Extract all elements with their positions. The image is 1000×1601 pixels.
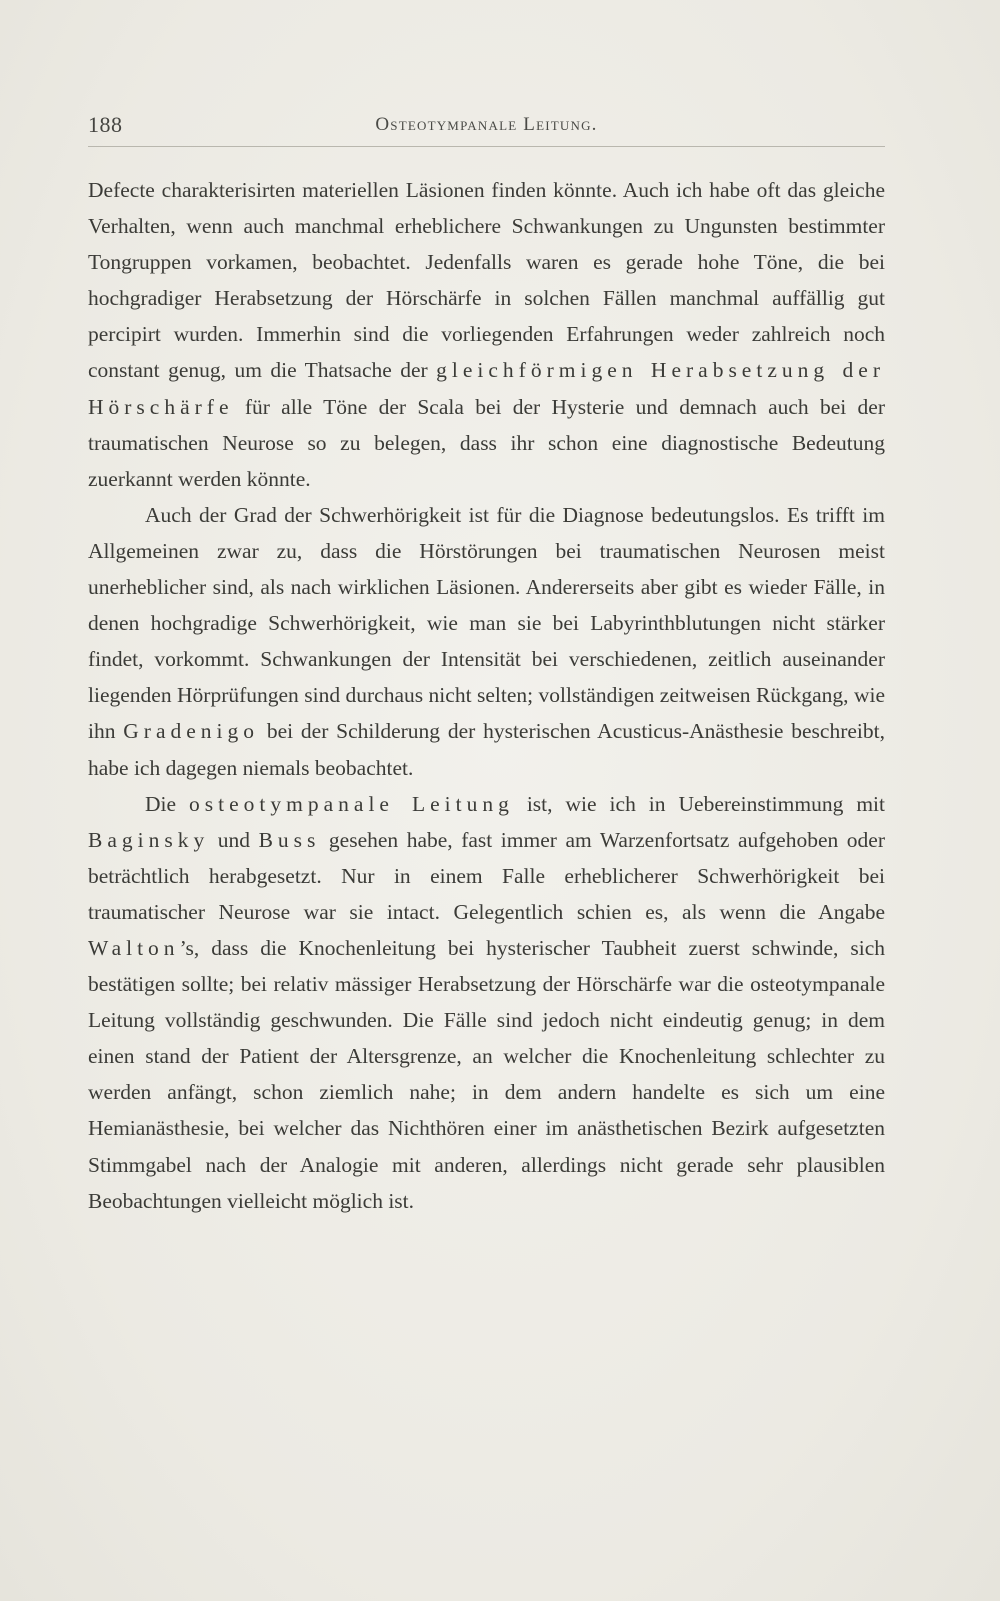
spaced-name: Gradenigo	[123, 719, 260, 744]
page-header	[88, 112, 885, 146]
spaced-name: Baginsky	[88, 827, 210, 852]
page-number: 188	[88, 112, 123, 137]
body-text	[88, 172, 885, 1219]
text-run: Defecte charakterisirten materiellen Läsionen finden könnte. Auch ich habe oft das gleiche Verhalten, wenn auch manchmal erheblichere Schwankungen zu Ungunsten bestimmter Tongruppen vorkamen, beobachtet. Jedenfalls waren es gerade hohe Töne, die bei hochgradiger Herabsetzung der Hörschärfe in solchen Fällen manchmal auffällig gut percipirt wurden. Immerhin sind die vorliegenden Erfahrungen weder zahlreich noch constant genug, um die Thatsache der	[88, 178, 885, 383]
text-run: ’s, dass die Knochenleitung bei hysterischer Taubheit zuerst schwinde, sich bestätigen sollte; bei relativ mässiger Herabsetzung der Hörschärfe war die osteotympanale Leitung vollständig geschwunden. Die Fälle sind jedoch nicht eindeutig genug; in dem einen stand der Patient der Altersgrenze, an welcher die Knochenleitung schlechter zu werden anfängt, schon ziemlich nahe; in dem andern handelte es sich um eine Hemianästhesie, bei welcher das Nichthören einer im anästhetischen Bezirk aufgesetzten Stimmgabel nach der Analogie mit anderen, allerdings nicht gerade sehr plausiblen Beobachtungen vielleicht möglich ist.	[88, 935, 885, 1213]
header-rule	[88, 146, 885, 147]
spaced-name: Walton	[88, 935, 180, 960]
paragraph-3	[88, 786, 885, 1219]
spaced-name: Buss	[258, 827, 321, 852]
text-run: Auch der Grad der Schwerhörigkeit ist für die Diagnose bedeutungslos. Es trifft im Allgemeinen zwar zu, dass die Hörstörungen bei traumatischen Neurosen meist unerheblicher sind, als nach wirklichen Läsionen. Andererseits aber gibt es wieder Fälle, in denen hochgradige Schwerhörigkeit, wie man sie bei Labyrinthblutungen nicht stärker findet, vorkommt. Schwankungen der Intensität bei verschiedenen, zeitlich auseinander liegenden Hörprüfungen sind durchaus nicht selten; vollständigen zeitweisen Rückgang, wie ihn	[88, 502, 885, 744]
text-run: für alle Töne der Scala bei der Hysterie und demnach auch bei der traumatischen Neurose so zu belegen, dass ihr schon eine diagnostische Bedeutung zuerkannt werden könnte.	[88, 394, 885, 491]
paragraph-1	[88, 172, 885, 497]
paragraph-2	[88, 497, 885, 786]
spaced-name: osteotympanale Leitung	[189, 791, 514, 816]
spaced-name: gleichförmigen Herabsetzung der Hörschärfe	[88, 358, 886, 419]
text-run: Die	[145, 791, 190, 816]
text-run: und	[209, 827, 259, 852]
running-head: Osteotympanale Leitung.	[375, 114, 598, 135]
text-run: bei der Schilderung der hysterischen Acusticus-Anästhesie beschreibt, habe ich dagegen niemals beobachtet.	[88, 719, 885, 780]
text-run: gesehen habe, fast immer am Warzenfortsatz aufgehoben oder beträchtlich herabgesetzt. Nur in einem Falle erheblicherer Schwerhörigkeit bei traumatischer Neurose war sie intact. Gelegentlich schien es, als wenn die Angabe	[88, 827, 885, 924]
text-run: ist, wie ich in Uebereinstimmung mit	[513, 791, 885, 816]
